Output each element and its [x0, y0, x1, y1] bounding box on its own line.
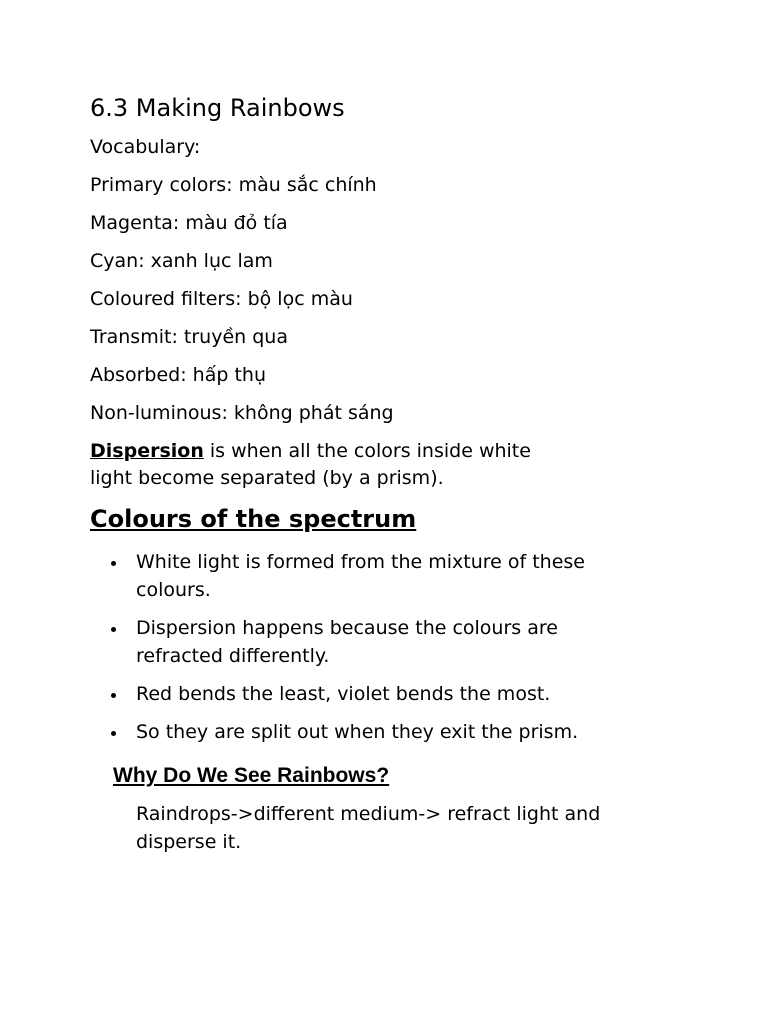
vocabulary-separator: : [172, 212, 186, 234]
vocabulary-item [90, 172, 690, 198]
vocabulary-definition: xanh lục lam [150, 250, 273, 272]
vocabulary-separator: : [235, 288, 248, 310]
vocabulary-term: Coloured filters [90, 288, 236, 310]
vocabulary-definition: hấp thụ [192, 364, 266, 386]
bullet-item [90, 718, 636, 746]
bullet-text: Dispersion happens because the colours are refracted differently. [136, 617, 558, 667]
vocabulary-separator: : [226, 174, 239, 196]
vocabulary-term: Absorbed [90, 364, 181, 386]
bullet-item [90, 614, 636, 670]
bullet-icon [111, 693, 116, 698]
dispersion-text: is when all the colors inside white light become separated (by a prism). [90, 440, 531, 489]
bullet-icon [111, 627, 116, 632]
vocabulary-item [90, 210, 690, 236]
vocabulary-term: Magenta [90, 212, 173, 234]
why-heading: Why Do We See Rainbows? [113, 764, 390, 787]
bullet-list [90, 548, 690, 746]
bullet-text: Red bends the least, violet bends the most. [136, 683, 551, 705]
vocabulary-item [90, 286, 690, 312]
vocabulary-list [90, 172, 690, 426]
vocabulary-separator: : [221, 402, 234, 424]
vocabulary-separator: : [180, 364, 193, 386]
vocabulary-definition: truyền qua [183, 326, 288, 348]
bullet-text: So they are split out when they exit the prism. [136, 721, 579, 743]
bullet-item [90, 680, 636, 708]
vocabulary-term: Primary colors [90, 174, 227, 196]
vocabulary-definition: bộ lọc màu [247, 288, 353, 310]
bullet-text: White light is formed from the mixture of these colours. [136, 551, 585, 601]
page-title: 6.3 Making Rainbows [90, 94, 345, 122]
vocabulary-item [90, 324, 690, 350]
dispersion-term: Dispersion [90, 440, 204, 462]
vocabulary-term: Non-luminous [90, 402, 222, 424]
vocabulary-item [90, 362, 690, 388]
vocabulary-item [90, 248, 690, 274]
vocabulary-definition: màu sắc chính [238, 174, 377, 196]
vocabulary-separator: : [138, 250, 151, 272]
vocabulary-term: Transmit [90, 326, 172, 348]
why-answer: Raindrops->different medium-> refract light and disperse it. [136, 803, 601, 853]
document-page [90, 92, 690, 856]
bullet-icon [111, 731, 116, 736]
vocabulary-term: Cyan [90, 250, 139, 272]
vocabulary-item [90, 400, 690, 426]
bullet-icon [111, 561, 116, 566]
vocabulary-separator: : [171, 326, 184, 348]
section-heading: Colours of the spectrum [90, 505, 417, 533]
dispersion-definition [90, 438, 560, 492]
vocabulary-definition: màu đỏ tía [185, 212, 288, 234]
bullet-item [90, 548, 636, 604]
vocabulary-label: Vocabulary: [90, 136, 201, 158]
vocabulary-definition: không phát sáng [233, 402, 394, 424]
